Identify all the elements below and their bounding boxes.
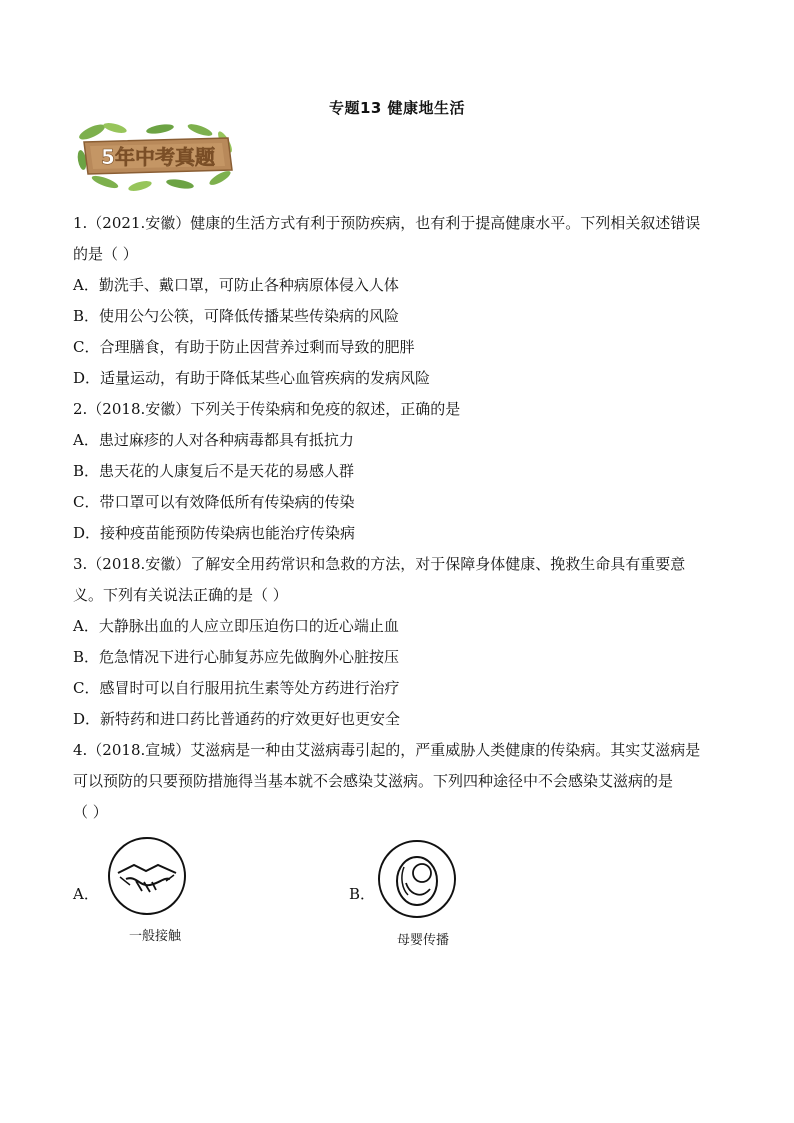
question-4-stem-line: 可以预防的只要预防措施得当基本就不会感染艾滋病。下列四种途径中不会感染艾滋病的是 <box>73 772 674 790</box>
question-4 <box>73 735 723 828</box>
question-list <box>73 208 723 828</box>
question-2-option-d: D．接种疫苗能预防传染病也能治疗传染病 <box>73 524 356 542</box>
question-2-option-a: A．患过麻疹的人对各种病毒都具有抵抗力 <box>73 431 354 449</box>
question-3-option-c: C．感冒时可以自行服用抗生素等处方药进行治疗 <box>73 679 400 697</box>
question-2 <box>73 394 723 549</box>
mother-baby-icon <box>376 837 458 921</box>
question-3-option-d: D．新特药和进口药比普通药的疗效更好也更安全 <box>73 710 401 728</box>
question-4-figures <box>73 835 723 955</box>
question-1-stem-line: 的是（ ） <box>73 245 138 263</box>
banner-text: 5年中考真题 <box>101 145 215 169</box>
question-1 <box>73 208 723 394</box>
question-4-stem-line: （ ） <box>73 803 108 821</box>
question-1-option-d: D．适量运动，有助于降低某些心血管疾病的发病风险 <box>73 369 431 387</box>
figure-b-label: B． <box>349 885 376 903</box>
figure-a-label: A． <box>73 885 99 903</box>
question-3-stem-line: 3.（2018.安徽）了解安全用药常识和急救的方法，对于保障身体健康、挽救生命具有重要意 <box>73 555 686 573</box>
question-3-stem-line: 义。下列有关说法正确的是（ ） <box>73 586 288 604</box>
question-3 <box>73 549 723 735</box>
question-3-option-a: A．大静脉出血的人应立即压迫伤口的近心端止血 <box>73 617 399 635</box>
question-4-stem-line: 4.（2018.宣城）艾滋病是一种由艾滋病毒引起的，严重威胁人类健康的传染病。其实艾滋病是 <box>73 741 701 759</box>
question-1-stem-line: 1.（2021.安徽）健康的生活方式有利于预防疾病，也有利于提高健康水平。下列相关叙述错误 <box>73 214 701 232</box>
figure-b-caption: 母婴传播 <box>397 933 450 948</box>
page-title: 专题13 健康地生活 <box>328 99 466 117</box>
question-1-option-c: C．合理膳食，有助于防止因营养过剩而导致的肥胖 <box>73 338 415 356</box>
question-1-option-b: B．使用公勺公筷，可降低传播某些传染病的风险 <box>73 307 400 325</box>
section-banner <box>70 120 240 192</box>
question-3-option-b: B．危急情况下进行心肺复苏应先做胸外心脏按压 <box>73 648 400 666</box>
figure-a-caption: 一般接触 <box>129 929 182 944</box>
handshake-icon <box>106 835 188 917</box>
question-2-option-b: B．患天花的人康复后不是天花的易感人群 <box>73 462 355 480</box>
question-1-option-a: A．勤洗手、戴口罩，可防止各种病原体侵入人体 <box>73 276 399 294</box>
question-2-option-c: C．带口罩可以有效降低所有传染病的传染 <box>73 493 355 511</box>
question-2-stem-line: 2.（2018.安徽）下列关于传染病和免疫的叙述，正确的是 <box>73 400 461 418</box>
